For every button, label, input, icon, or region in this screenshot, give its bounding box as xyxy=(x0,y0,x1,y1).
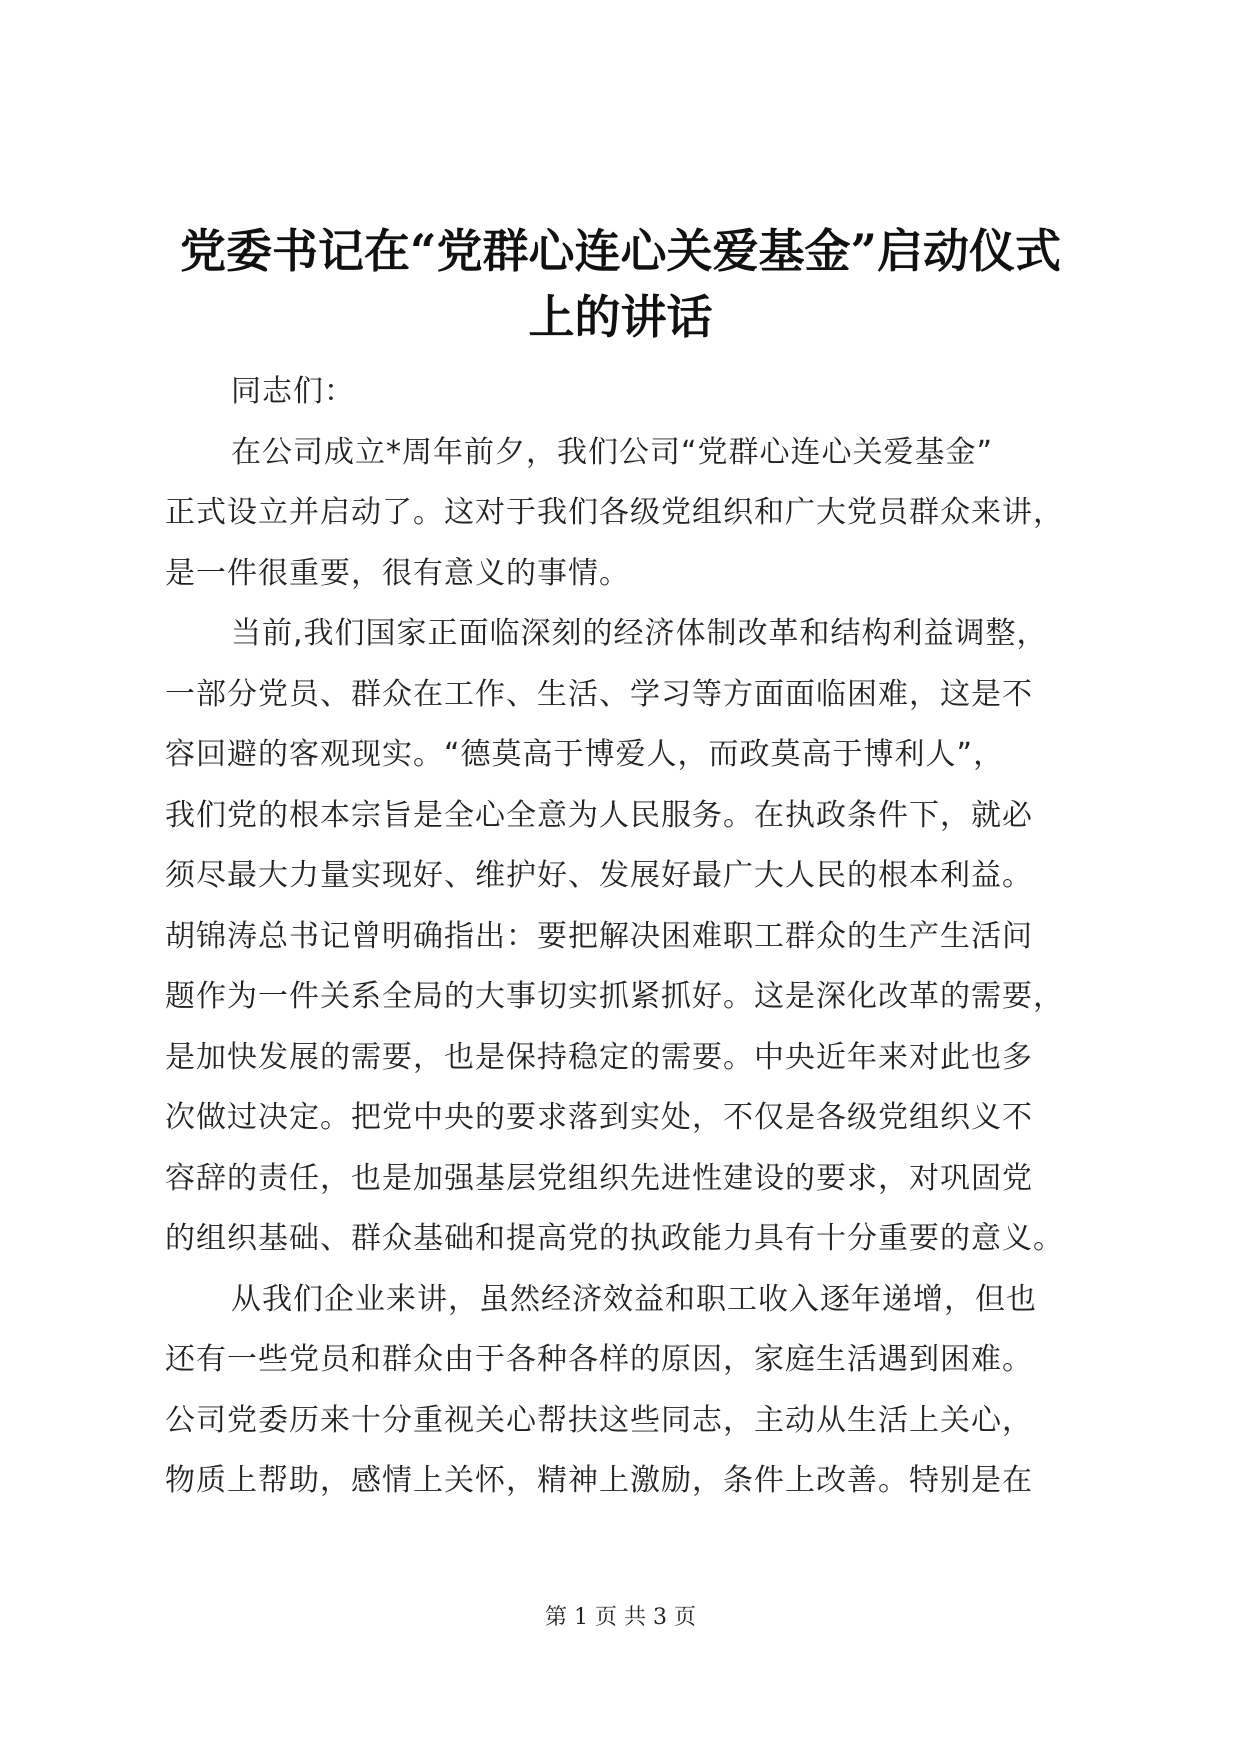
paragraph-line: 一部分党员、群众在工作、生活、学习等方面面临困难，这是不 xyxy=(165,676,1033,712)
paragraph-line: 公司党委历来十分重视关心帮扶这些同志，主动从生活上关心， xyxy=(165,1402,1033,1438)
paragraph-line: 从我们企业来讲，虽然经济效益和职工收入逐年递增，但也 xyxy=(231,1281,1037,1317)
document-title-line-1: 党委书记在“党群心连心关爱基金”启动仪式 xyxy=(180,224,1061,278)
paragraph-line: 我们党的根本宗旨是全心全意为人民服务。在执政条件下，就必 xyxy=(165,797,1033,833)
paragraph-line: 容回避的客观现实。“德莫高于博爱人，而政莫高于博利人”， xyxy=(165,737,1005,772)
document-body xyxy=(165,362,1095,1512)
paragraph-line: 的组织基础、群众基础和提高党的执政能力具有十分重要的意义。 xyxy=(165,1221,1064,1256)
paragraph-line: 是一件很重要，很有意义的事情。 xyxy=(165,555,630,591)
page-number-footer: 第 1 页 共 3 页 xyxy=(545,1605,696,1630)
paragraph-line: 是加快发展的需要，也是保持稳定的需要。中央近年来对此也多 xyxy=(165,1039,1033,1075)
paragraph-line: 还有一些党员和群众由于各种各样的原因，家庭生活遇到困难。 xyxy=(165,1342,1033,1377)
paragraph-line: 容辞的责任，也是加强基层党组织先进性建设的要求，对巩固党 xyxy=(165,1160,1033,1196)
paragraph-line: 次做过决定。把党中央的要求落到实处，不仅是各级党组织义不 xyxy=(165,1100,1033,1135)
paragraph-line: 当前,我们国家正面临深刻的经济体制改革和结构利益调整， xyxy=(231,616,1048,651)
paragraph-line: 在公司成立*周年前夕，我们公司“党群心连心关爱基金” xyxy=(231,434,994,470)
paragraph-line: 物质上帮助，感情上关怀，精神上激励，条件上改善。特别是在 xyxy=(165,1463,1033,1498)
document-title-line-2: 上的讲话 xyxy=(528,290,713,344)
paragraph-line: 题作为一件关系全局的大事切实抓紧抓好。这是深化改革的需要， xyxy=(165,979,1064,1014)
paragraph-line: 正式设立并启动了。这对于我们各级党组织和广大党员群众来讲， xyxy=(165,495,1064,530)
paragraph-line: 胡锦涛总书记曾明确指出：要把解决困难职工群众的生产生活问 xyxy=(165,918,1033,954)
salutation: 同志们： xyxy=(231,374,355,409)
paragraph-line: 须尽最大力量实现好、维护好、发展好最广大人民的根本利益。 xyxy=(165,858,1033,893)
